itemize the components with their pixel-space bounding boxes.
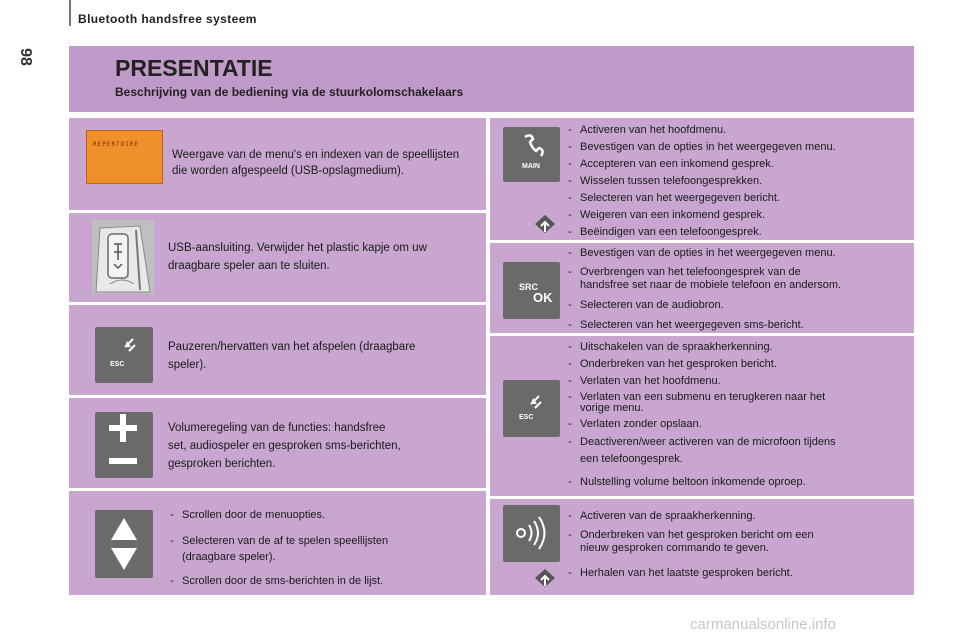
watermark: carmanualsonline.info (690, 616, 836, 633)
list-item: - Wisselen tussen telefoongesprekken. (568, 173, 908, 190)
volume-description: Volumeregeling van de functies: handsfree set, audiospeler en gesproken sms-berichten, gesproken berichten. (168, 422, 401, 470)
esc-description-list (568, 341, 836, 489)
pause-description: Pauzeren/hervatten van het afspelen (draagbare speler). (168, 341, 416, 371)
list-item: - Bevestigen van de opties in het weergegeven menu. (568, 139, 908, 156)
divider (490, 496, 914, 499)
list-item: - Activeren van de spraakherkenning. (568, 510, 908, 523)
list-item: - Selecteren van de af te spelen speellijsten (draagbare speler). (170, 533, 480, 565)
list-item: - Verlaten van een submenu en terugkeren naar het vorige menu. (568, 392, 836, 414)
src-label: SRC (519, 282, 539, 292)
section-rule (69, 0, 71, 26)
divider (69, 488, 486, 491)
divider (69, 395, 486, 398)
divider (69, 210, 486, 213)
divider (69, 302, 486, 305)
list-item: - Selecteren van de audiobron. (568, 299, 908, 312)
list-item: - Deactiveren/weer activeren van de microfoon tijdens een telefoongesprek. (568, 434, 836, 468)
repertoire-description: Weergave van de menu's en indexen van de speellijsten die worden afgespeeld (USB-opslagmedium). (172, 149, 460, 177)
list-item: - Verlaten zonder opslaan. (568, 418, 836, 431)
pause-esc-button-icon (95, 327, 153, 383)
repertoire-display-text: REPERTOIRE (93, 141, 140, 148)
list-item: - Verlaten van het hoofdmenu. (568, 375, 836, 388)
section-title: Bluetooth handsfree systeem (78, 12, 257, 26)
list-item: - Onderbreken van het gesproken bericht om een nieuw gesproken commando te geven. (568, 529, 908, 555)
list-item: - Bevestigen van de opties in het weergegeven menu. (568, 247, 908, 260)
page-number: 98 (17, 48, 34, 66)
main-description-list (568, 122, 908, 241)
ok-label: OK (533, 290, 553, 305)
page-header (69, 46, 914, 112)
page-title: PRESENTATIE (115, 55, 273, 81)
scroll-description-list (170, 507, 480, 589)
voice-description-list (568, 510, 908, 580)
list-item: - Selecteren van het weergegeven bericht. (568, 190, 908, 207)
src-ok-button-icon (503, 262, 560, 319)
pause-esc-label: ESC (110, 361, 125, 368)
list-item: - Nulstelling volume beltoon inkomende oproep. (568, 476, 836, 489)
list-item: - Overbrengen van het telefoongesprek van de handsfree set naar de mobiele telefoon en andersom. (568, 266, 908, 292)
page-subtitle: Beschrijving van de bediening via de stuurkolomschakelaars (115, 85, 464, 99)
usb-description: USB-aansluiting. Verwijder het plastic kapje om uw draagbare speler aan te sluiten. (168, 242, 427, 272)
list-item: - Accepteren van een inkomend gesprek. (568, 156, 908, 173)
repertoire-display-icon (86, 130, 163, 184)
usb-port-icon (92, 220, 154, 294)
list-item: - Scrollen door de menuopties. (170, 507, 480, 523)
list-item: - Weigeren van een inkomend gesprek. (568, 207, 908, 224)
esc-button-icon (503, 380, 560, 437)
long-press-icon (533, 566, 557, 590)
main-phone-button-icon (503, 127, 560, 182)
list-item: - Activeren van het hoofdmenu. (568, 122, 908, 139)
list-item: - Beëindigen van een telefoongesprek. (568, 224, 908, 241)
src-ok-description-list (568, 247, 908, 332)
list-item: - Herhalen van het laatste gesproken bericht. (568, 567, 908, 580)
voice-command-button-icon (503, 505, 560, 562)
divider (490, 333, 914, 336)
list-item: - Onderbreken van het gesproken bericht. (568, 358, 836, 371)
volume-buttons-icon (95, 412, 153, 478)
long-press-icon (533, 212, 557, 236)
main-label: MAIN (522, 163, 540, 170)
scroll-buttons-icon (95, 510, 153, 578)
list-item: - Scrollen door de sms-berichten in de lijst. (170, 573, 480, 589)
list-item: - Uitschakelen van de spraakherkenning. (568, 341, 836, 354)
esc-label: ESC (519, 414, 534, 421)
list-item: - Selecteren van het weergegeven sms-bericht. (568, 319, 908, 332)
